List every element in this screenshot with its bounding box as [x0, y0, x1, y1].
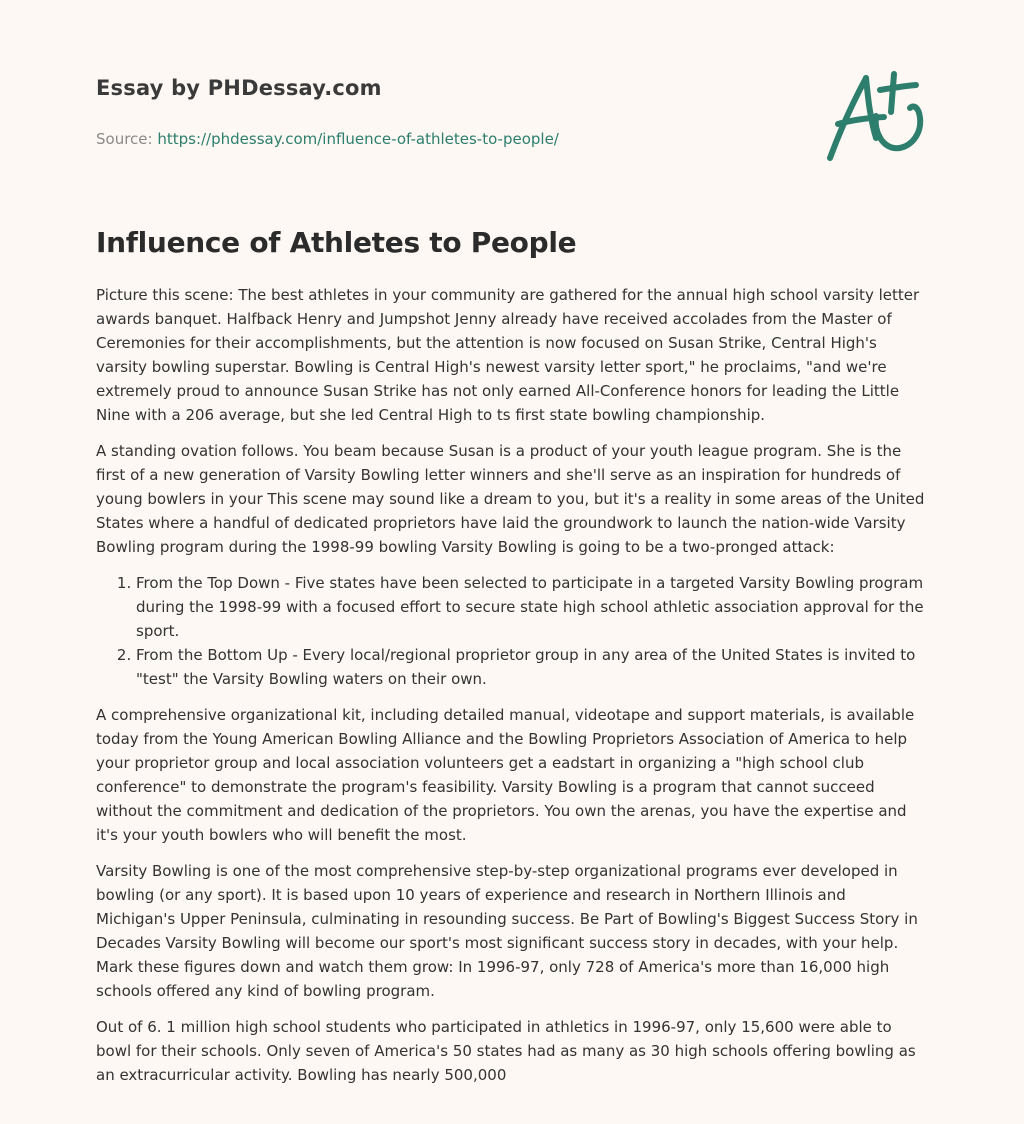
paragraph: A comprehensive organizational kit, including detailed manual, videotape and support materials, is available today from the Young American Bowling Alliance and the Bowling Proprietors Association of America to help your proprietor group and local association volunteers get a eadstart in organizing a "high school club conference" to demonstrate the program's feasibility. Varsity Bowling is a program that cannot succeed without the commitment and dedication of the proprietors. You own the arenas, you have the expertise and it's your youth bowlers who will benefit the most. [96, 706, 915, 844]
paragraph: Picture this scene: The best athletes in your community are gathered for the annual high school varsity letter awards banquet. Halfback Henry and Jumpshot Jenny already have received accolades from the Master of Ceremonies for their accomplishments, but the attention is now focused on Susan Strike, Central High's varsity bowling superstar. Bowling is Central High's newest varsity letter sport," he proclaims, "and we're extremely proud to announce Susan Strike has not only earned All-Conference honors for leading the Little Nine with a 206 average, but she led Central High to ts first state bowling championship. [96, 286, 920, 424]
article [96, 226, 928, 1099]
paragraph: A standing ovation follows. You beam because Susan is a product of your youth league program. She is the first of a new generation of Varsity Bowling letter winners and she'll serve as an inspiration for hundreds of young bowlers in your This scene may sound like a dream to you, but it's a reality in some areas of the United States where a handful of dedicated proprietors have laid the groundwork to launch the nation-wide Varsity Bowling program during the 1998-99 bowling Varsity Bowling is going to be a two-pronged attack: [96, 442, 925, 556]
source-link[interactable]: https://phdessay.com/influence-of-athletes-to-people/ [157, 130, 559, 148]
list-item: 2. From the Bottom Up - Every local/regional proprietor group in any area of the United States is invited to "test" the Varsity Bowling waters on their own. [136, 643, 928, 691]
paragraph: Varsity Bowling is one of the most comprehensive step-by-step organizational programs ever developed in bowling (or any sport). It is based upon 10 years of experience and research in Northern Illinois and Michigan's Upper Peninsula, culminating in resounding success. Be Part of Bowling's Biggest Success Story in Decades Varsity Bowling will become our sport's most significant success story in decades, with your help. Mark these figures down and watch them grow: In 1996-97, only 728 of America's more than 16,000 high schools offered any kind of bowling program. [96, 862, 918, 1000]
page-header [96, 76, 796, 148]
article-title: Influence of Athletes to People [96, 226, 577, 259]
source-label: Source: [96, 130, 158, 148]
brand-title: Essay by PHDessay.com [96, 76, 382, 100]
paragraph: Out of 6. 1 million high school students who participated in athletics in 1996-97, only 15,600 were able to bowl for their schools. Only seven of America's 50 states had as many as 30 high schools offering bowling as an extracurricular activity. Bowling has nearly 500,000 [96, 1018, 916, 1084]
a-plus-logo-icon [820, 66, 930, 166]
source-line [96, 130, 796, 148]
numbered-list [96, 571, 928, 691]
a-plus-logo-svg [820, 66, 930, 166]
list-item: 1. From the Top Down - Five states have been selected to participate in a targeted Varsity Bowling program during the 1998-99 with a focused effort to secure state high school athletic association approval for the sport. [136, 571, 928, 643]
